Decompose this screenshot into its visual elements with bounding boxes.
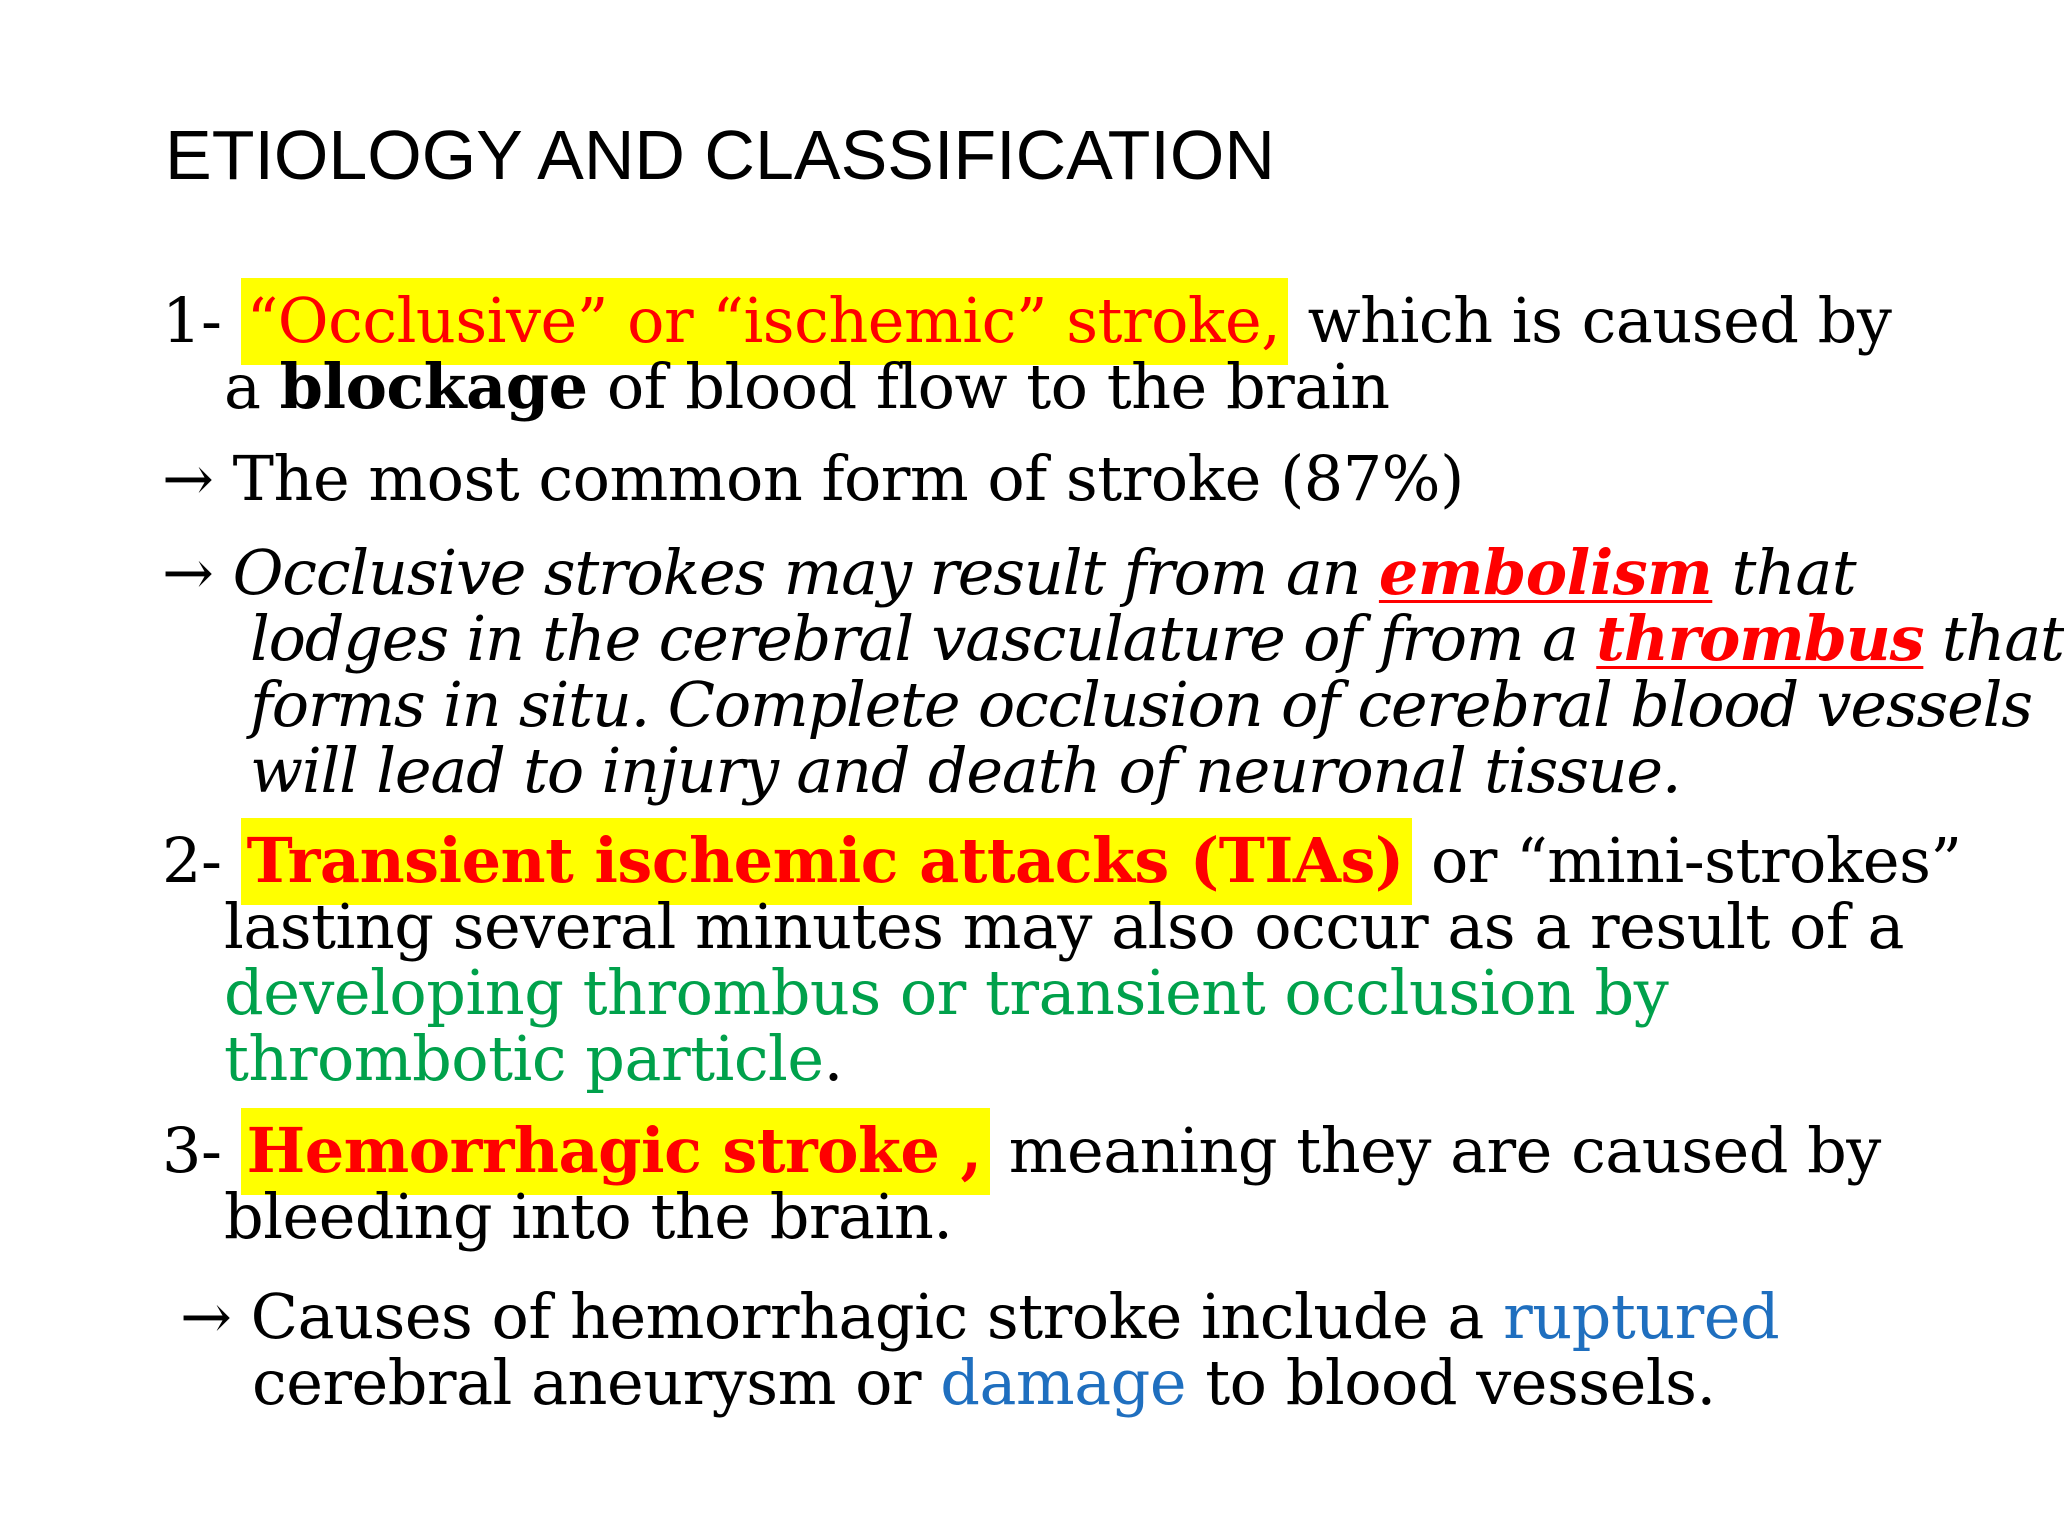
item-2-rest: or “mini-strokes” <box>1411 824 1962 897</box>
ruptured-term: ruptured <box>1503 1280 1780 1353</box>
arrow-3-line-2-post: to blood vessels. <box>1186 1346 1716 1419</box>
item-2-green-line-1: developing thrombus or transient occlusion by <box>224 956 1669 1029</box>
item-2-line-1 <box>162 824 1962 897</box>
arrow-hemorrhagic-causes <box>180 1280 1780 1419</box>
item-1-line-2-pre: a <box>224 350 280 423</box>
arrow-1-text: The most common form of stroke (87%) <box>232 442 1464 515</box>
arrow-2-line-1-pre: Occlusive strokes may result from an <box>232 536 1379 609</box>
item-1-number: 1- <box>162 284 241 357</box>
item-3-highlight: Hemorrhagic stroke , <box>241 1108 990 1195</box>
arrow-2-line-3: forms in situ. Complete occlusion of cerebral blood vessels <box>250 668 2032 741</box>
arrow-2-line-4: will lead to injury and death of neuronal tissue. <box>250 734 1681 807</box>
item-3-number: 3- <box>162 1114 241 1187</box>
item-1-line-2-post: of blood flow to the brain <box>587 350 1390 423</box>
arrow-icon: → <box>162 536 233 609</box>
arrow-2-line-1-post: that <box>1712 536 1857 609</box>
thrombus-term: thrombus <box>1596 602 1924 675</box>
item-3-line-2: bleeding into the brain. <box>224 1180 953 1253</box>
arrow-2-line-2-post: that <box>1923 602 2064 675</box>
arrow-3-line-2-pre: cerebral aneurysm or <box>252 1346 941 1419</box>
slide-title: ETIOLOGY AND CLASSIFICATION <box>165 116 1275 194</box>
arrow-3-line-2 <box>180 1346 1779 1419</box>
arrow-icon: → <box>180 1280 251 1353</box>
item-2-number: 2- <box>162 824 241 897</box>
arrow-2-line-2 <box>162 602 2064 675</box>
arrow-2-line-2-pre: lodges in the cerebral vasculature of from a <box>250 602 1597 675</box>
arrow-common-form <box>162 442 1464 515</box>
item-2-line-4 <box>162 1022 1962 1095</box>
item-3-rest: meaning they are caused by <box>989 1114 1881 1187</box>
item-2-line-2: lasting several minutes may also occur as a result of a <box>224 890 1904 963</box>
item-1-blockage: blockage <box>279 350 588 423</box>
item-1-occlusive <box>162 284 1892 423</box>
arrow-3-line-1-pre: Causes of hemorrhagic stroke include a <box>250 1280 1504 1353</box>
arrow-occlusive-causes <box>162 536 2064 807</box>
item-2-tia <box>162 824 1962 1095</box>
item-1-rest: which is caused by <box>1288 284 1892 357</box>
item-2-green-line-2: thrombotic particle <box>224 1022 824 1095</box>
item-1-line-2 <box>162 350 1891 423</box>
damage-term: damage <box>940 1346 1187 1419</box>
item-1-highlight: “Occlusive” or “ischemic” stroke, <box>241 278 1289 365</box>
item-3-hemorrhagic <box>162 1114 1881 1253</box>
item-2-period: . <box>823 1022 843 1095</box>
arrow-icon: → <box>162 442 233 515</box>
item-2-highlight: Transient ischemic attacks (TIAs) <box>241 818 1412 905</box>
item-3-line-1 <box>162 1114 1881 1187</box>
item-1-line-1 <box>162 284 1892 357</box>
embolism-term: embolism <box>1378 536 1713 609</box>
